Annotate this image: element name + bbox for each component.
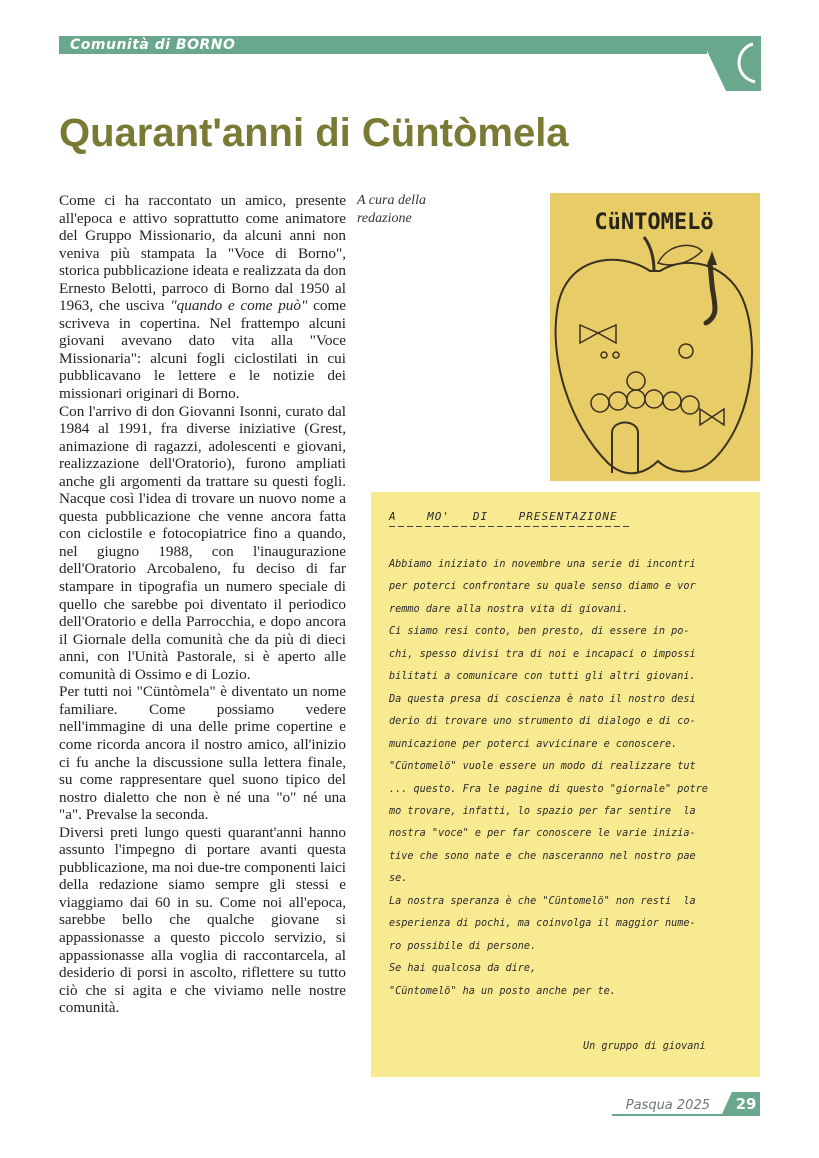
letter-line: remmo dare alla nostra vita di giovani. bbox=[389, 603, 629, 615]
article-body bbox=[59, 192, 346, 1017]
letter-line: se. bbox=[389, 873, 408, 885]
letter-line: per poterci confrontare su quale senso diamo e vor bbox=[389, 581, 696, 593]
letter-line: ... questo. Fra le pagine di questo "giornale" potre bbox=[389, 783, 708, 795]
butterfly-left-drawing bbox=[580, 325, 619, 358]
face-drawing bbox=[679, 344, 693, 358]
cover-illustration bbox=[550, 193, 760, 481]
corner-tab-ornament bbox=[700, 36, 761, 91]
article-title: Quarant'anni di Cüntòmela bbox=[59, 111, 569, 155]
letter-line: chi, spesso divisi tra di noi e incapaci o impossi bbox=[389, 648, 696, 660]
letter-heading: A MO' DI PRESENTAZIONE bbox=[389, 510, 618, 523]
cover-title-text: CüNTOMELö bbox=[594, 210, 714, 235]
letter-line: La nostra speranza è che "Cüntomelö" non resti la bbox=[389, 895, 696, 907]
paragraph-4: Diversi preti lungo questi quarant'anni hanno assunto l'impegno di portare avanti questa pubblicazione, ma noi due-tre componenti laici della redazione siamo sempre gli stessi e viaggiamo dai 60 in su. Come noi all'epoca, sarebbe bello che qualche giovane si appassionasse a questo piccolo servizio, si appassionasse alla voglia di raccontarcela, al desiderio di porsi in ascolto, riflettere su tutto ciò che si agita e che viviamo nelle nostre comunità. bbox=[59, 823, 346, 1017]
worm-drawing bbox=[706, 263, 715, 323]
letter-line: derio di trovare uno strumento di dialogo e di co- bbox=[389, 716, 696, 728]
article-credit: A cura della redazione bbox=[357, 193, 426, 226]
letter-line: municazione per poterci avvicinare e conoscere. bbox=[389, 738, 678, 750]
paragraph-2: Con l'arrivo di don Giovanni Isonni, curato dal 1984 al 1991, fra diverse iniziative (Grest, animazione di ragazzi, adolescenti e giovani, realizzazione dell'Oratorio), furono ampliati anche gli argomenti da trattare su questi fogli. Nacque così l'idea di trovare un nuovo nome a questa pubblicazione che venne ancora fatta con ciclostile e fotocopiatrice fino a quando, nel giugno 1988, con l'inaugurazione dell'Oratorio Arcobaleno, fu deciso di far stampare in tipografia un numero speciale di quello che sarebbe poi diventato il periodico dell'Oratorio e della Parrocchia, e dopo ancora il Giornale della comunità che da più di dieci anni, con l'Unità Pastorale, si è aperto alle comunità di Ossimo e di Lozio. bbox=[59, 402, 346, 683]
letter-line: mo trovare, infatti, lo spazio per far sentire la bbox=[389, 805, 696, 817]
footer-rule bbox=[612, 1114, 760, 1116]
letter-line: nostra "voce" e per far conoscere le varie inizia- bbox=[389, 828, 696, 840]
letter-line: Da questa presa di coscienza è nato il nostro desi bbox=[389, 693, 696, 705]
caterpillar-drawing bbox=[591, 372, 699, 414]
door-drawing bbox=[612, 423, 638, 474]
page-number: 29 bbox=[735, 1095, 757, 1113]
letter-line: Ci siamo resi conto, ben presto, di essere in po- bbox=[389, 626, 690, 638]
apple-leaf bbox=[658, 245, 702, 264]
heading-underline bbox=[389, 526, 744, 527]
butterfly-right-drawing bbox=[700, 409, 724, 425]
letter-line: ro possibile di persone. bbox=[389, 940, 537, 952]
letter-line: "Cüntomelö" vuole essere un modo di realizzare tut bbox=[389, 761, 696, 773]
letter-signature: Un gruppo di giovani bbox=[583, 1041, 706, 1052]
presentation-letter bbox=[371, 492, 760, 1077]
letter-line: bilitati a comunicare con tutti gli altri giovani. bbox=[389, 671, 696, 683]
letter-body bbox=[389, 554, 751, 1003]
cover-photo bbox=[550, 193, 760, 481]
letter-line: esperienza di pochi, ma coinvolga il maggior nume- bbox=[389, 918, 696, 930]
paragraph-3: Per tutti noi "Cüntòmela" è diventato un nome familiare. Come possiamo vedere nell'immagine di una delle prime copertine e come ricorda ancora il nostro amico, all'inizio ci fu anche la discussione sulla lettera finale, su come rappresentare quel suono tipico del nostro dialetto che non è né una "o" né una "a". Prevalse la seconda. bbox=[59, 683, 346, 824]
letter-line: "Cüntomelö" ha un posto anche per te. bbox=[389, 985, 616, 997]
footer-issue: Pasqua 2025 bbox=[625, 1098, 710, 1113]
letter-line: Se hai qualcosa da dire, bbox=[389, 963, 537, 975]
letter-line: Abbiamo iniziato in novembre una serie di incontri bbox=[389, 559, 696, 570]
apple-outline bbox=[556, 260, 752, 474]
letter-line: tive che sono nate e che nasceranno nel nostro pae bbox=[389, 850, 696, 862]
apple-stem bbox=[644, 237, 654, 271]
section-label: Comunità di BORNO bbox=[70, 37, 236, 53]
paragraph-1: Come ci ha raccontato un amico, presente all'epoca e attivo soprattutto come animatore del Gruppo Missionario, da alcuni anni non veniva più stampata la "Voce di Borno", storica pubblicazione ideata e realizzata da don Ernesto Belotti, parroco di Borno dal 1950 al 1963, che usciva "quando e come può" come scriveva in copertina. Nel frattempo alcuni giovani avevano dato vita alla "Voce Missionaria": alcuni fogli ciclostilati in cui pubblicavano le lettere e le notizie dei missionari originari di Borno. bbox=[59, 192, 347, 403]
arrow-icon bbox=[707, 251, 717, 265]
